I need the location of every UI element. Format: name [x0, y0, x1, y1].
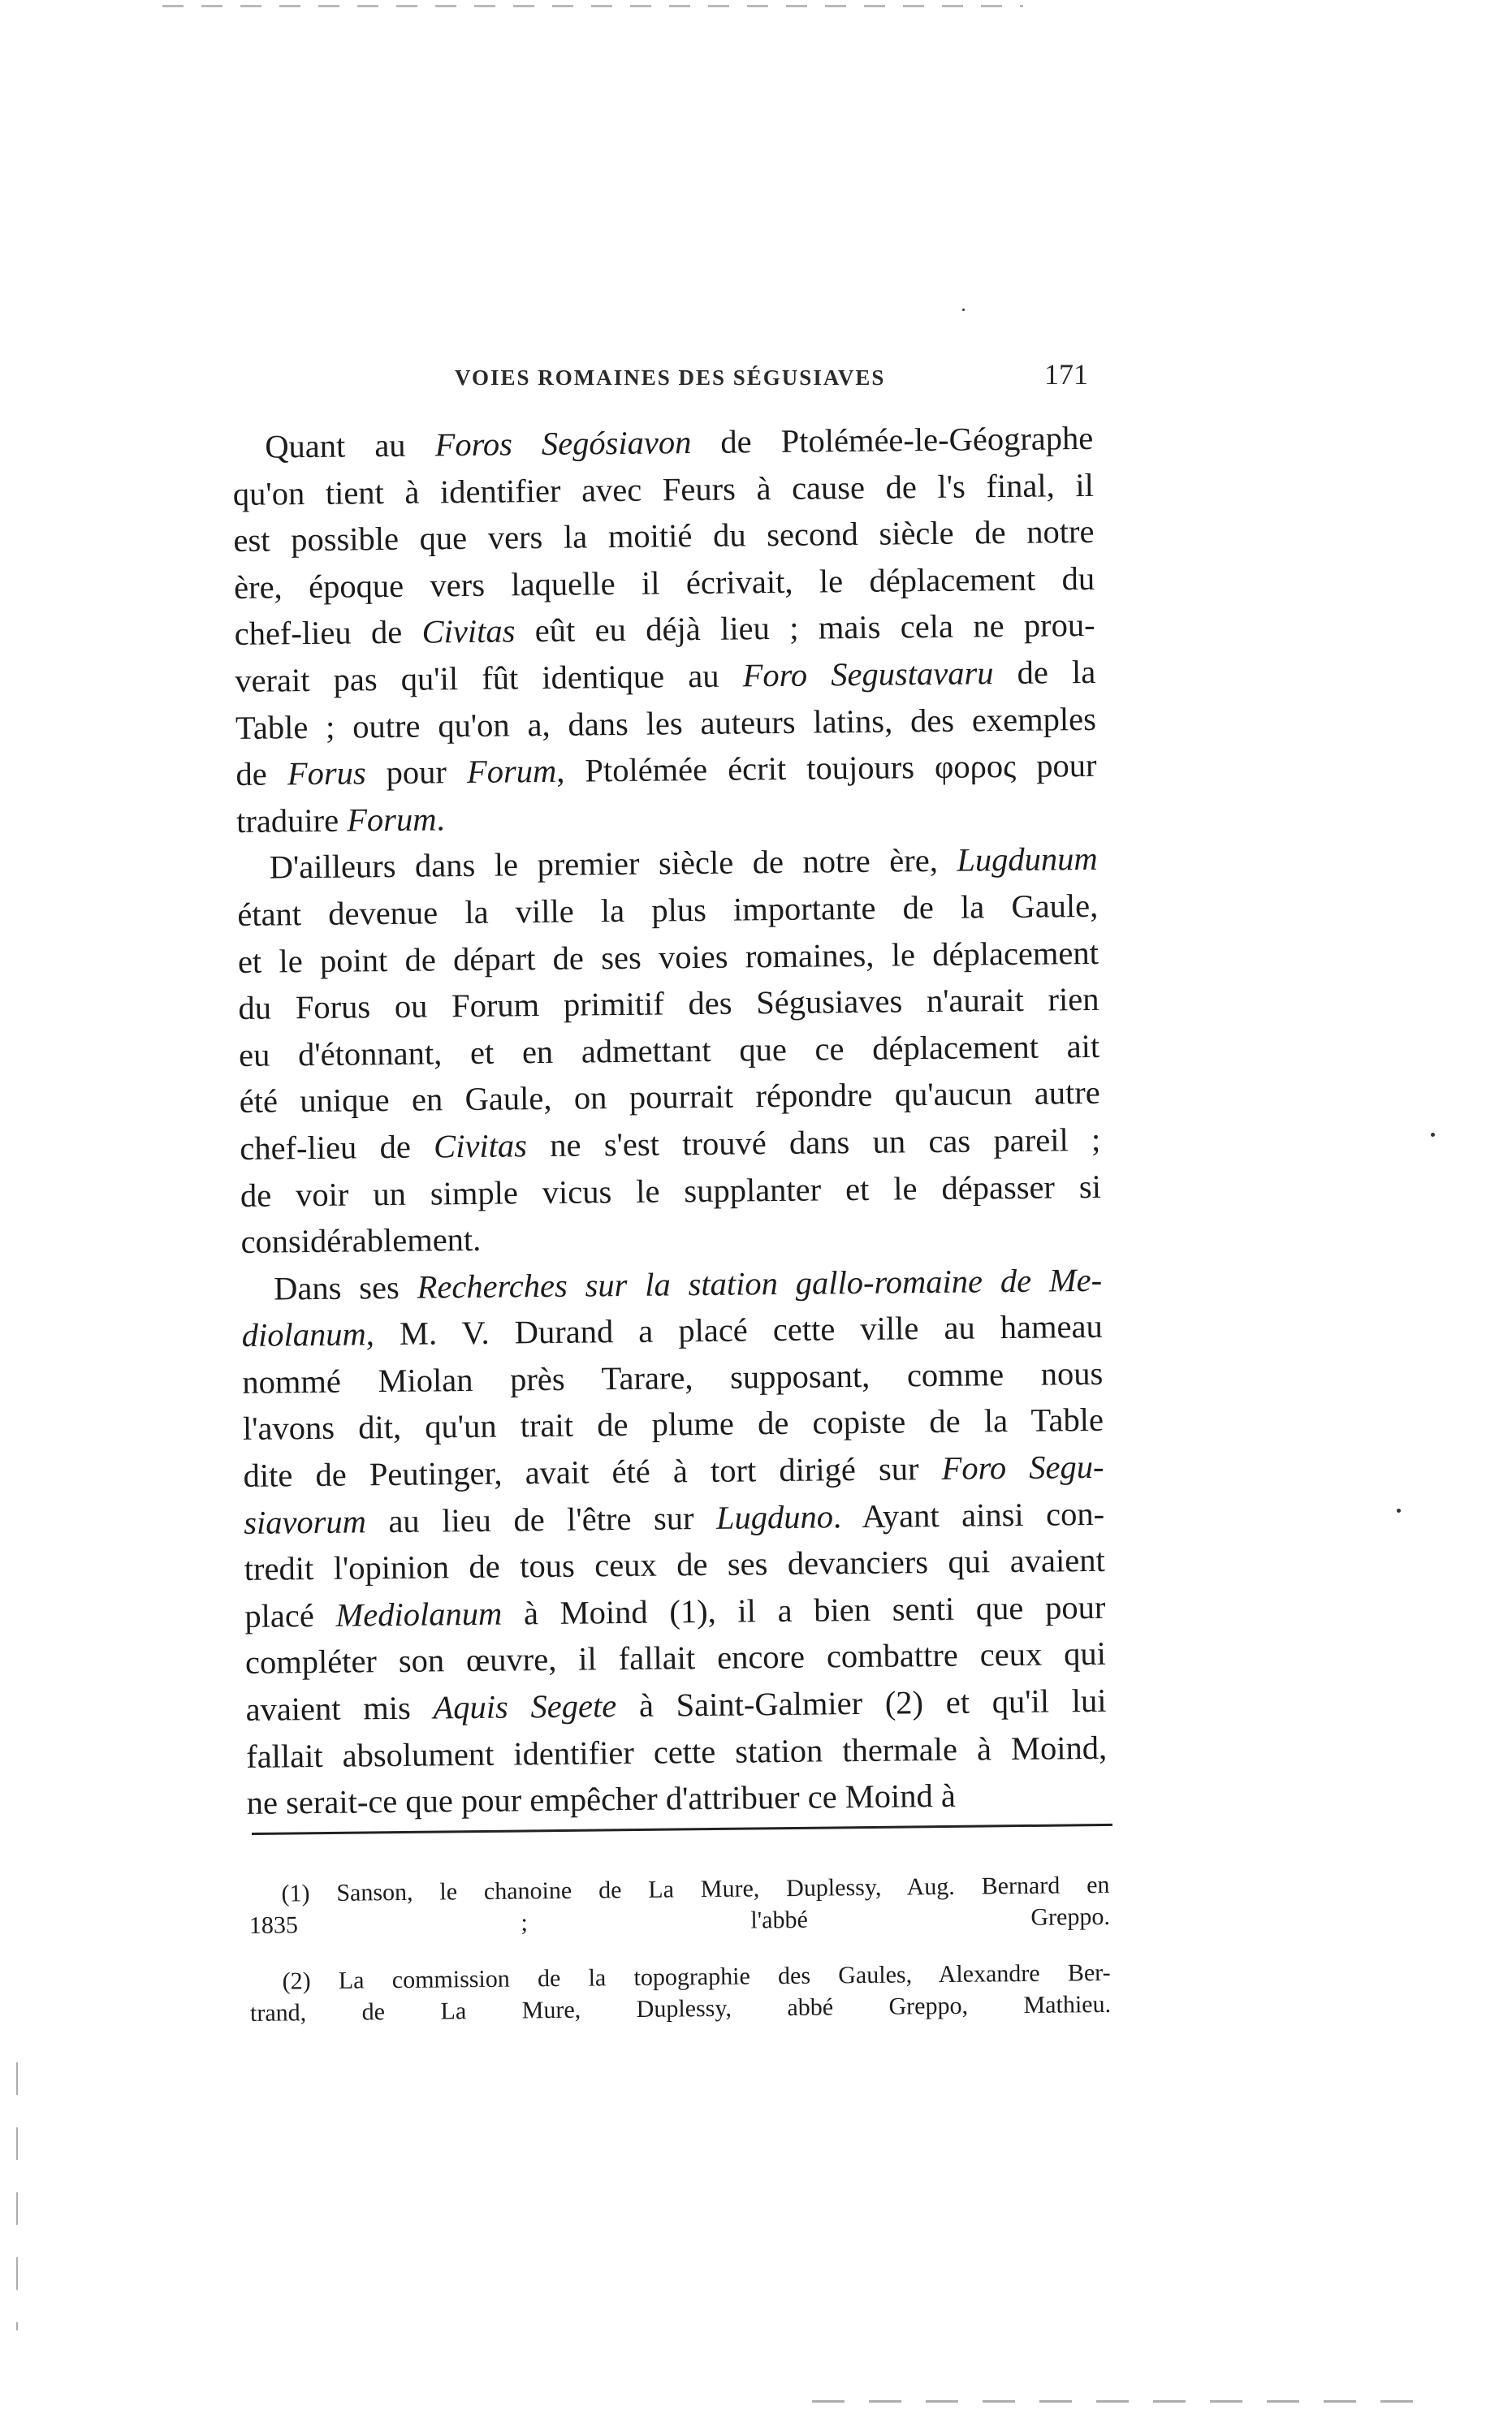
text-segment: , M. V. Durand a placé cette ville au hameau [365, 1308, 1103, 1353]
text-segment: chef-lieu de [234, 613, 422, 653]
italic-text: siavorum [243, 1503, 367, 1541]
text-line [244, 1537, 1105, 1593]
scan-edge-marks-left [16, 2062, 18, 2330]
text-segment: et le point de départ de ses voies romaines, le déplacement [237, 934, 1099, 980]
ink-speck [1397, 1509, 1401, 1513]
text-segment: de Ptolémée-le-Géographe [691, 419, 1094, 461]
italic-text: Civitas [433, 1127, 528, 1165]
text-segment: . [436, 801, 445, 838]
scan-edge-marks-bottom [812, 2400, 1429, 2403]
text-segment: (2) La commission de la topographie des Gaules, Alexandre Ber- [282, 1958, 1111, 1995]
text-segment: traduire [235, 801, 348, 840]
text-line [240, 1163, 1102, 1219]
text-segment: dite de Peutinger, avait été à tort dirigé sur [243, 1449, 942, 1494]
text-segment: Table ; outre qu'on a, dans les auteurs latins, des exemples [235, 700, 1097, 746]
text-line [237, 883, 1099, 939]
text-segment: est possible que vers la moitié du second siècle de notre [233, 513, 1095, 559]
text-line [243, 1444, 1104, 1500]
text-segment: de la [993, 653, 1096, 692]
italic-text: Foro Segu- [941, 1448, 1104, 1487]
text-line [235, 649, 1096, 705]
text-line [233, 508, 1095, 564]
italic-text: Forum [346, 801, 437, 839]
italic-text: Civitas [421, 612, 516, 650]
text-segment: avaient mis [245, 1689, 434, 1728]
page-number: 171 [1044, 358, 1088, 391]
text-line [240, 1116, 1101, 1172]
italic-text: Foros Segósiavon [434, 424, 692, 464]
text-segment: pour [365, 754, 468, 792]
text-segment: 1835 ; l'abbé Greppo. [248, 1902, 1111, 1939]
text-segment: nommé Miolan près Tarare, supposant, comme nous [242, 1354, 1104, 1401]
text-segment: ère, époque vers laquelle il écrivait, le déplacement du [233, 559, 1095, 606]
running-head-title: VOIES ROMAINES DES SÉGUSIAVES [455, 365, 886, 390]
text-segment: eût eu déjà lieu ; mais cela ne prou- [515, 607, 1095, 650]
text-line [238, 976, 1099, 1032]
paragraph [236, 836, 1101, 1265]
italic-text: Foro Segustavaru [742, 654, 994, 694]
text-segment: placé [244, 1596, 336, 1635]
text-line [246, 1771, 1108, 1827]
text-segment: eu d'étonnant, et en admettant que ce déplacement ait [238, 1027, 1100, 1073]
text-segment: qu'on tient à identifier avec Feurs à cause de l's final, il [232, 466, 1095, 512]
body-text [232, 415, 1108, 1827]
text-segment: au lieu de l'être sur [365, 1499, 717, 1540]
text-line [245, 1678, 1107, 1734]
text-segment: à Moind (1), il a bien senti que pour [501, 1588, 1106, 1632]
text-segment: , Ptolémée écrit toujours φορος pour [555, 747, 1097, 789]
text-segment: D'ailleurs dans le premier siècle de notre ère, [269, 842, 957, 886]
italic-text: Forum [466, 753, 557, 791]
footnote [249, 1957, 1111, 2029]
ink-speck [1431, 1133, 1435, 1137]
text-segment: étant devenue la ville la plus importante de la Gaule, [237, 887, 1099, 933]
italic-text: Lugdunum [957, 840, 1098, 879]
running-head [244, 357, 1088, 406]
text-segment: considérablement. [240, 1220, 482, 1261]
text-segment: du Forus ou Forum primitif des Ségusiaves n'aurait rien [238, 980, 1099, 1027]
text-segment: ne s'est trouvé dans un cas pareil ; [526, 1121, 1101, 1164]
text-segment: l'avons dit, qu'un trait de plume de copiste de la Table [242, 1401, 1104, 1448]
text-segment: verait pas qu'il fût identique au [235, 657, 743, 699]
text-segment: ne serait-ce que pour empêcher d'attribuer ce Moind à [246, 1777, 957, 1822]
text-segment: (1) Sanson, le chanoine de La Mure, Duplessy, Aug. Bernard en [281, 1871, 1110, 1907]
text-segment: été unique en Gaule, on pourrait répondre qu'aucun autre [239, 1074, 1100, 1121]
text-segment: fallait absolument identifier cette station thermale à Moind, [245, 1729, 1108, 1775]
paragraph [241, 1257, 1108, 1827]
text-segment: . Ayant ainsi con- [832, 1495, 1105, 1535]
text-line [246, 1724, 1108, 1780]
footnote [248, 1869, 1110, 1941]
italic-text: diolanum [241, 1315, 367, 1354]
text-line [235, 742, 1097, 798]
ink-speck [962, 309, 965, 311]
italic-text: Recherches sur la station gallo-romaine de Me- [417, 1261, 1103, 1306]
text-segment: de [235, 755, 288, 793]
text-line [232, 415, 1094, 471]
italic-text: Mediolanum [335, 1595, 503, 1634]
text-segment: à Saint-Galmier (2) et qu'il lui [616, 1682, 1107, 1725]
scan-edge-marks-top [162, 5, 1023, 7]
text-segment: Quant au [265, 426, 435, 465]
text-segment: trand, de La Mure, Duplessy, abbé Greppo, Mathieu. [249, 1990, 1112, 2027]
italic-text: Lugduno [715, 1497, 834, 1536]
italic-text: Aquis Segete [433, 1687, 617, 1726]
footnote-rule [252, 1824, 1112, 1835]
text-segment: tredit l'opinion de tous ceux de ses devanciers qui avaient [244, 1542, 1105, 1588]
text-segment: chef-lieu de [240, 1128, 434, 1167]
footnotes [248, 1845, 1112, 2053]
paragraph [232, 415, 1097, 844]
text-segment: de voir un simple vicus le supplanter et le dépasser si [240, 1168, 1102, 1214]
italic-text: Forus [287, 754, 366, 792]
text-segment: compléter son œuvre, il fallait encore combattre ceux qui [244, 1635, 1107, 1682]
text-segment: Dans ses [273, 1268, 417, 1307]
